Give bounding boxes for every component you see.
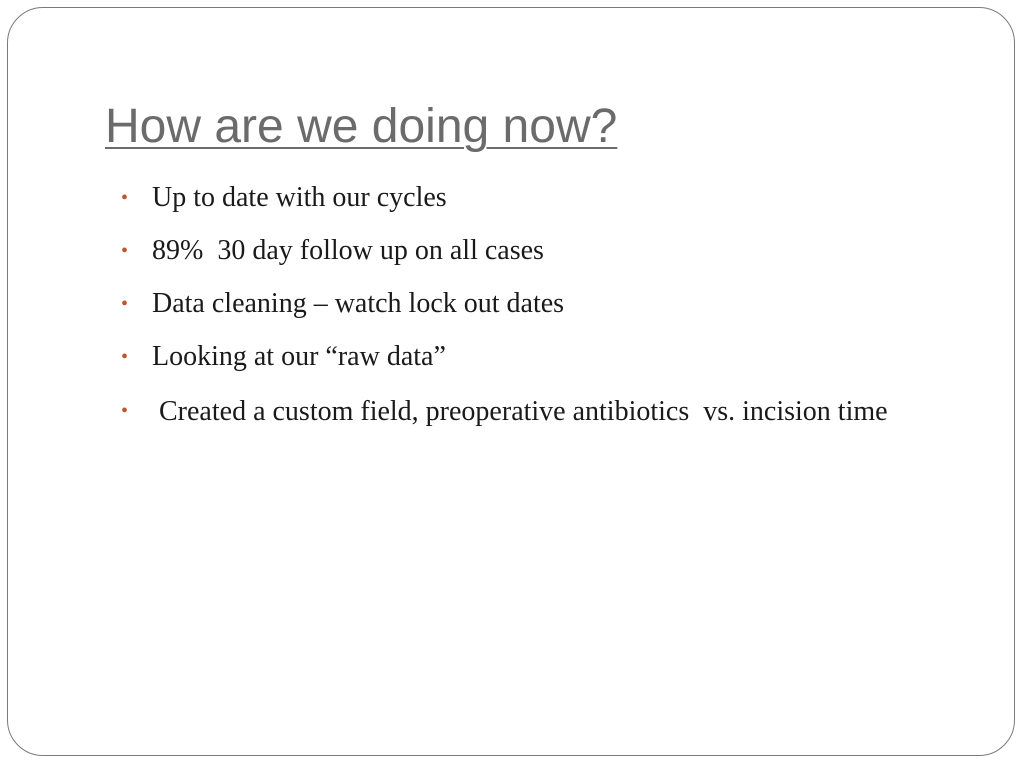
bullet-item <box>121 390 971 433</box>
bullet-list <box>121 178 971 446</box>
bullet-text: Data cleaning – watch lock out dates <box>152 288 565 319</box>
bullet-item <box>121 284 971 324</box>
bullet-icon: • <box>121 400 129 422</box>
slide-title: How are we doing now? <box>105 100 618 153</box>
bullet-icon: • <box>121 187 129 209</box>
bullet-item <box>121 337 971 377</box>
slide <box>7 7 1015 756</box>
bullet-text: Looking at our “raw data” <box>152 341 446 372</box>
bullet-icon: • <box>121 293 129 315</box>
bullet-text: 89% 30 day follow up on all cases <box>152 235 544 266</box>
bullet-text: Up to date with our cycles <box>152 182 447 213</box>
bullet-icon: • <box>121 240 129 262</box>
bullet-text: Created a custom field, preoperative antibiotics vs. incision time <box>152 396 888 427</box>
bullet-icon: • <box>121 346 129 368</box>
bullet-item <box>121 178 971 218</box>
bullet-item <box>121 231 971 271</box>
